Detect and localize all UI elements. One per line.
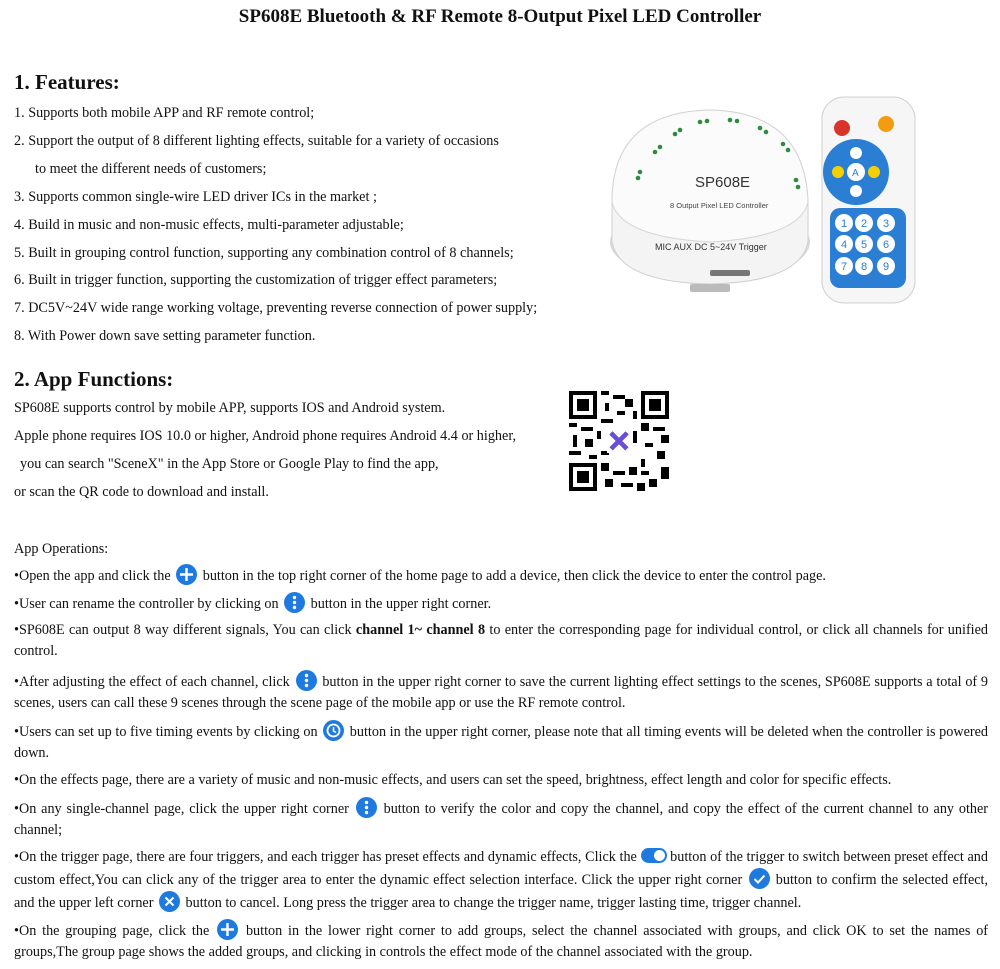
product-port-label: MIC AUX DC 5~24V Trigger <box>655 242 767 252</box>
operation-item <box>14 919 988 963</box>
operation-item <box>14 797 988 841</box>
app-line: you can search "SceneX" in the App Store or Google Play to find the app, <box>20 456 439 472</box>
more-vertical-icon <box>284 592 305 613</box>
operation-text: button in the upper right corner to save the current lighting effect settings to the scenes, SP608E supports a total of 9 scenes, users can call these 9 scenes through the scene page of the mobile app or use the RF remote control. <box>14 674 989 711</box>
product-model: SP608E <box>695 174 751 191</box>
remote-button-5: 5 <box>860 239 868 251</box>
operation-text: •On the grouping page, click the <box>14 923 210 939</box>
more-vertical-icon <box>296 670 317 691</box>
remote-button-6: 6 <box>882 239 890 251</box>
operation-item <box>14 670 988 714</box>
app-line: SP608E supports control by mobile APP, supports IOS and Android system. <box>14 400 446 416</box>
operation-text: button to verify the color and copy the channel, and copy the effect of the current channel to any other channel; <box>14 801 989 838</box>
operation-text: button in the top right corner of the home page to add a device, then click the device to enter the control page. <box>202 568 826 584</box>
page-title: SP608E Bluetooth & RF Remote 8-Output Pixel LED Controller <box>238 6 762 27</box>
app-heading: 2. App Functions: <box>14 367 174 391</box>
feature-item: 4. Build in music and non-music effects, multi-parameter adjustable; <box>14 217 404 233</box>
operation-item <box>14 564 988 587</box>
feature-item: 6. Built in trigger function, supporting the customization of trigger effect parameters; <box>14 272 498 288</box>
product-subtitle: 8 Output Pixel LED Controller <box>670 201 769 210</box>
remote-button-3: 3 <box>882 218 890 230</box>
operation-text: button in the upper right corner, please note that all timing events will be deleted when the controller is powered down. <box>14 724 989 761</box>
operation-text: •After adjusting the effect of each channel, click <box>14 674 290 690</box>
remote-button-4: 4 <box>840 239 848 251</box>
more-vertical-icon <box>356 797 377 818</box>
operation-text: button in the lower right corner to add groups, select the channel associated with groups, and click OK to set the names of groups,The group page shows the added groups, and clicking in controls the effect mode of the channel associated with the group. <box>14 923 989 960</box>
operation-text: •On the effects page, there are a variety of music and non-music effects, and users can set the speed, brightness, effect length and color for specific effects. <box>14 772 892 788</box>
operation-text: •SP608E can output 8 way different signals, You can click <box>14 622 352 638</box>
remote-button-8: 8 <box>860 261 868 273</box>
operation-text: button to cancel. Long press the trigger area to change the trigger name, trigger lasting time, trigger channel. <box>185 895 802 911</box>
operation-text: •User can rename the controller by clicking on <box>14 596 279 612</box>
app-line: or scan the QR code to download and install. <box>14 484 269 500</box>
toggle-icon <box>641 848 667 863</box>
feature-item: 3. Supports common single-wire LED driver ICs in the market ; <box>14 189 377 205</box>
operation-text: •On the trigger page, there are four triggers, and each trigger has preset effects and dynamic effects, Click the <box>14 849 637 865</box>
operation-text: •Users can set up to five timing events by clicking on <box>14 724 318 740</box>
remote-button-9: 9 <box>882 261 890 273</box>
feature-item: to meet the different needs of customers; <box>35 161 267 177</box>
clock-icon <box>323 720 344 741</box>
feature-item: 2. Support the output of 8 different lighting effects, suitable for a variety of occasions <box>14 133 499 149</box>
product-image <box>600 92 920 307</box>
operation-bold: channel 1~ channel 8 <box>355 622 486 638</box>
feature-item: 5. Built in grouping control function, supporting any combination control of 8 channels; <box>14 245 514 261</box>
operation-text: •On any single-channel page, click the upper right corner <box>14 801 349 817</box>
operation-text: to enter the corresponding page for individual control, or click all channels for unified control. <box>14 622 988 659</box>
checkmark-icon <box>749 868 770 889</box>
add-icon <box>176 564 197 585</box>
operation-item <box>14 720 988 764</box>
feature-item: 7. DC5V~24V wide range working voltage, preventing reverse connection of power supply; <box>14 300 538 316</box>
feature-item: 1. Supports both mobile APP and RF remote control; <box>14 105 315 121</box>
operation-item <box>14 592 988 615</box>
add-icon <box>217 919 238 940</box>
remote-button-2: 2 <box>860 218 868 230</box>
remote-button-1: 1 <box>840 218 848 230</box>
operations-heading: App Operations: <box>14 541 109 557</box>
operation-item <box>14 847 988 914</box>
remote-button-7: 7 <box>840 261 848 273</box>
app-line: Apple phone requires IOS 10.0 or higher, Android phone requires Android 4.4 or higher, <box>14 428 517 444</box>
features-heading: 1. Features: <box>14 70 120 94</box>
feature-item: 8. With Power down save setting parameter function. <box>14 328 316 344</box>
operation-text: button to confirm the selected effect, and the upper left corner <box>14 872 989 911</box>
operation-text: button of the trigger to switch between preset effect and custom effect,You can click any of the trigger area to enter the dynamic effect selection interface. Click the upper right corner <box>14 849 988 888</box>
close-icon <box>159 891 180 912</box>
remote-button-a: A <box>852 168 859 179</box>
operation-item <box>14 770 988 791</box>
operation-text: •Open the app and click the <box>14 568 171 584</box>
operation-text: button in the upper right corner. <box>310 596 492 612</box>
operation-item <box>14 620 988 662</box>
qr-code <box>569 391 669 491</box>
